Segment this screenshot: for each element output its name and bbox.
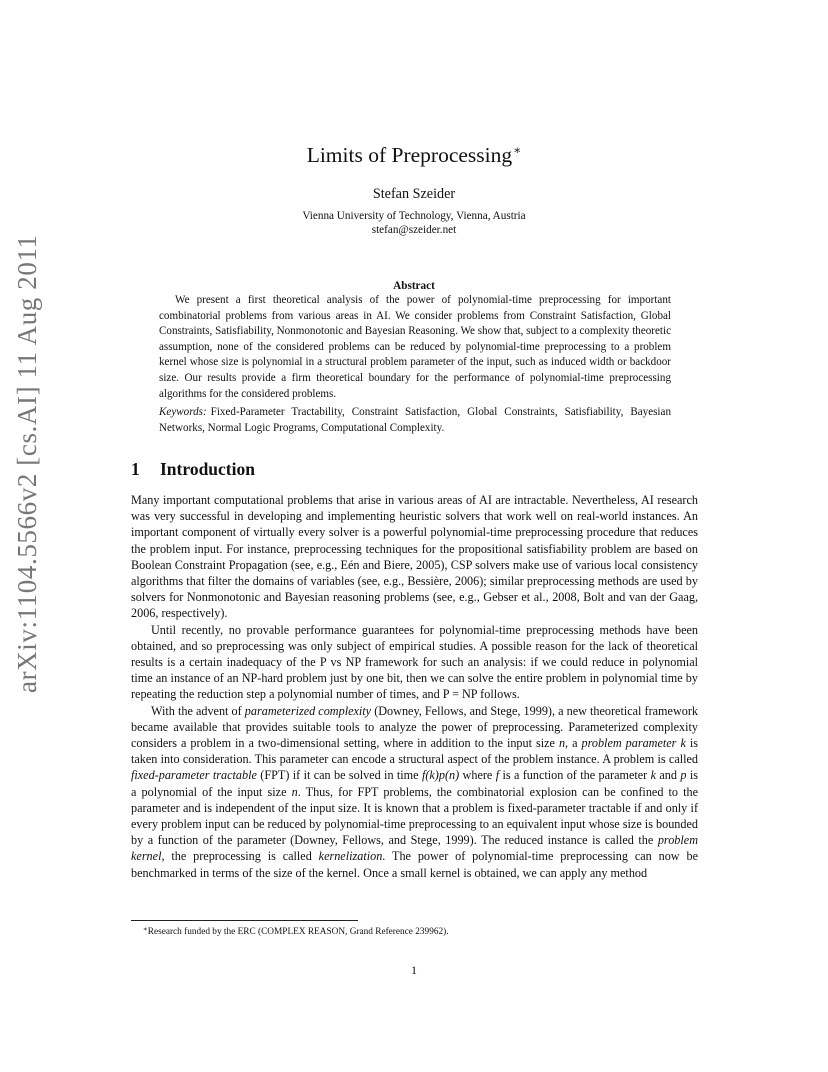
math-fkpn: f(k)p(n): [421, 768, 460, 783]
footnote-mark: ∗: [143, 925, 148, 933]
title-footnote-mark: ∗: [513, 143, 522, 157]
footnote: [143, 925, 449, 937]
footnote-text: Research funded by the ERC (COMPLEX REASON, Grand Reference 239962).: [147, 927, 449, 937]
affiliation: Vienna University of Technology, Vienna, Austria: [302, 210, 526, 222]
author-affiliation-block: [0, 209, 828, 237]
section-heading: [131, 459, 255, 480]
abstract-heading: Abstract: [393, 280, 435, 292]
math-p: p: [680, 768, 687, 783]
term-fixed-parameter-tractable: fixed-parameter tractable: [131, 768, 257, 783]
section-number: 1: [131, 459, 140, 479]
keywords-list: Fixed-Parameter Tractability, Constraint Satisfaction, Global Constraints, Satisfiability, Bayesian Networks, Normal Logic Programs, Computational Complexity.: [159, 406, 671, 434]
paper-title: [0, 143, 828, 168]
keywords: [159, 405, 671, 436]
keywords-label: Keywords:: [159, 406, 207, 418]
title-text: Limits of Preprocessing: [306, 143, 513, 167]
math-n: n: [291, 784, 298, 799]
abstract-text: We present a first theoretical analysis of the power of polynomial-time preprocessing for important combinatorial problems from various areas in AI. We consider problems from Constraint Satisfaction, Global Constraints, Satisfiability, Nonmonotonic and Bayesian Reasoning. We show that, subject to a complexity theoretic assumption, none of the considered problems can be reduced by polynomial-time preprocessing to a problem kernel whose size is polynomial in a structural problem parameter of the input, such as induced width or backdoor size. Our results provide a firm theoretical boundary for the performance of polynomial-time preprocessing algorithms for the considered problems.: [159, 294, 671, 400]
page-number: 1: [411, 963, 417, 977]
math-f: f: [495, 768, 500, 783]
paragraph-3: With the advent of parameterized complexity (Downey, Fellows, and Stege, 1999), a new theoretical framework became available that provides suitable tools to analyze the power of preprocessing. Parameterized complexity considers a problem in a two-dimensional setting, where in addition to the input size n, a problem parameter k is taken into consideration. This parameter can encode a structural aspect of the problem instance. A problem is called fixed-parameter tractable (FPT) if it can be solved in time f(k)p(n) where f is a function of the parameter k and p is a polynomial of the input size n. Thus, for FPT problems, the combinatorial explosion can be confined to the parameter and is independent of the input size. It is known that a problem is fixed-parameter tractable if and only if every problem input can be reduced by polynomial-time preprocessing to an equivalent input whose size is bounded by a function of the parameter (Downey, Fellows, and Stege, 1999). The reduced instance is called the problem kernel, the preprocessing is called kernelization. The power of polynomial-time preprocessing can now be benchmarked in terms of the size of the kernel. Once a small kernel is obtained, we can apply any method: [131, 703, 698, 880]
section-title: Introduction: [160, 459, 255, 479]
math-n: n: [558, 736, 566, 751]
author-email: stefan@szeider.net: [371, 224, 457, 236]
arxiv-identifier-stamp: arXiv:1104.5566v2 [cs.AI] 11 Aug 2011: [12, 234, 42, 693]
term-problem-kernel: problem kernel: [131, 833, 698, 864]
paragraph-1: Many important computational problems that arise in various areas of AI are intractable. Nevertheless, AI research was very successful in developing and implementing heuristic solvers that work well on real-world instances. An important component of virtually every solver is a powerful polynomial-time preprocessing procedure that reduces the problem input. For instance, preprocessing techniques for the propositional satisfiability problem are based on Boolean Constraint Propagation (see, e.g., Eén and Biere, 2005), CSP solvers make use of various local consistency algorithms that filter the domains of variables (see, e.g., Bessière, 2006); similar preprocessing methods are used by solvers for Nonmonotonic and Bayesian reasoning problems (see, e.g., Gebser et al., 2008, Bolt and van der Gaag, 2006, respectively).: [131, 493, 698, 621]
math-k: k: [650, 768, 657, 783]
body-text: [131, 492, 698, 881]
footnote-rule: [131, 920, 358, 921]
math-k: k: [680, 736, 686, 751]
author-name: Stefan Szeider: [372, 186, 456, 202]
term-kernelization: kernelization: [318, 849, 383, 864]
paragraph-2: Until recently, no provable performance guarantees for polynomial-time preprocessing methods have been obtained, and so preprocessing was only subject of empirical studies. A possible reason for the lack of theoretical results is a certain inadequacy of the P vs NP framework for such an analysis: if we could reduce in polynomial time an instance of an NP-hard problem just by one bit, then we can solve the entire problem in polynomial time by repeating the reduction step a polynomial number of times, and P = NP follows.: [131, 622, 698, 702]
term-parameterized-complexity: parameterized complexity: [244, 703, 372, 718]
term-problem-parameter: problem parameter: [581, 736, 677, 751]
